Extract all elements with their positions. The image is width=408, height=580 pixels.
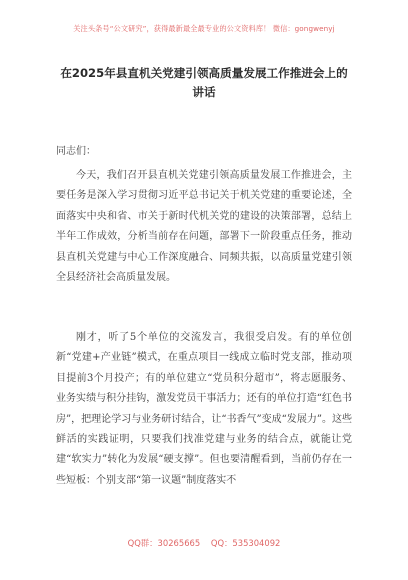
paragraph-1: 今天，我们召开县直机关党建引领高质量发展工作推进会，主要任务是深入学习贯彻习近平总书记关于机关党建的重要论述，全面落实中央和省、市关于新时代机关党的建设的决策部署，总结上半年工作成效，分析当前存在问题，部署下一阶段重点任务，推动县直机关党建与中心工作深度融合、同频共振，以高质量党建引领全县经济社会高质量发展。 [56, 170, 352, 284]
paragraph-2: 刚才，听了5个单位的交流发言，我很受启发。有的单位创新“党建+产业链”模式，在重点项目一线成立临时党支部，推动项目提前3个月投产；有的单位建立“党员积分超市”，将志愿服务、业务实绩与积分挂钩，激发党员干事活力；还有的单位打造“红色书房”，把理论学习与业务研讨结合，让“书香气”变成“发展力”。这些鲜活的实践证明，只要我们找准党建与业务的结合点，就能让党建“软实力”转化为发展“硬支撑”。但也要清醒看到，当前仍存在一些短板：个别支部“第一议题”制度落实不 [56, 332, 352, 486]
document-title: 在2025年县直机关党建引领高质量发展工作推进会上的讲话 [60, 66, 348, 99]
footer-qq-group: QQ群：30265665 [127, 538, 201, 548]
greeting: 同志们： [56, 146, 96, 157]
footer-contact [0, 537, 408, 549]
footer-qq-number: QQ：535304092 [210, 538, 281, 548]
header-notice: 关注头条号“公文研究”，获得最新最全最专业的公文资料库！ 微信：gongwenyj [73, 24, 335, 33]
